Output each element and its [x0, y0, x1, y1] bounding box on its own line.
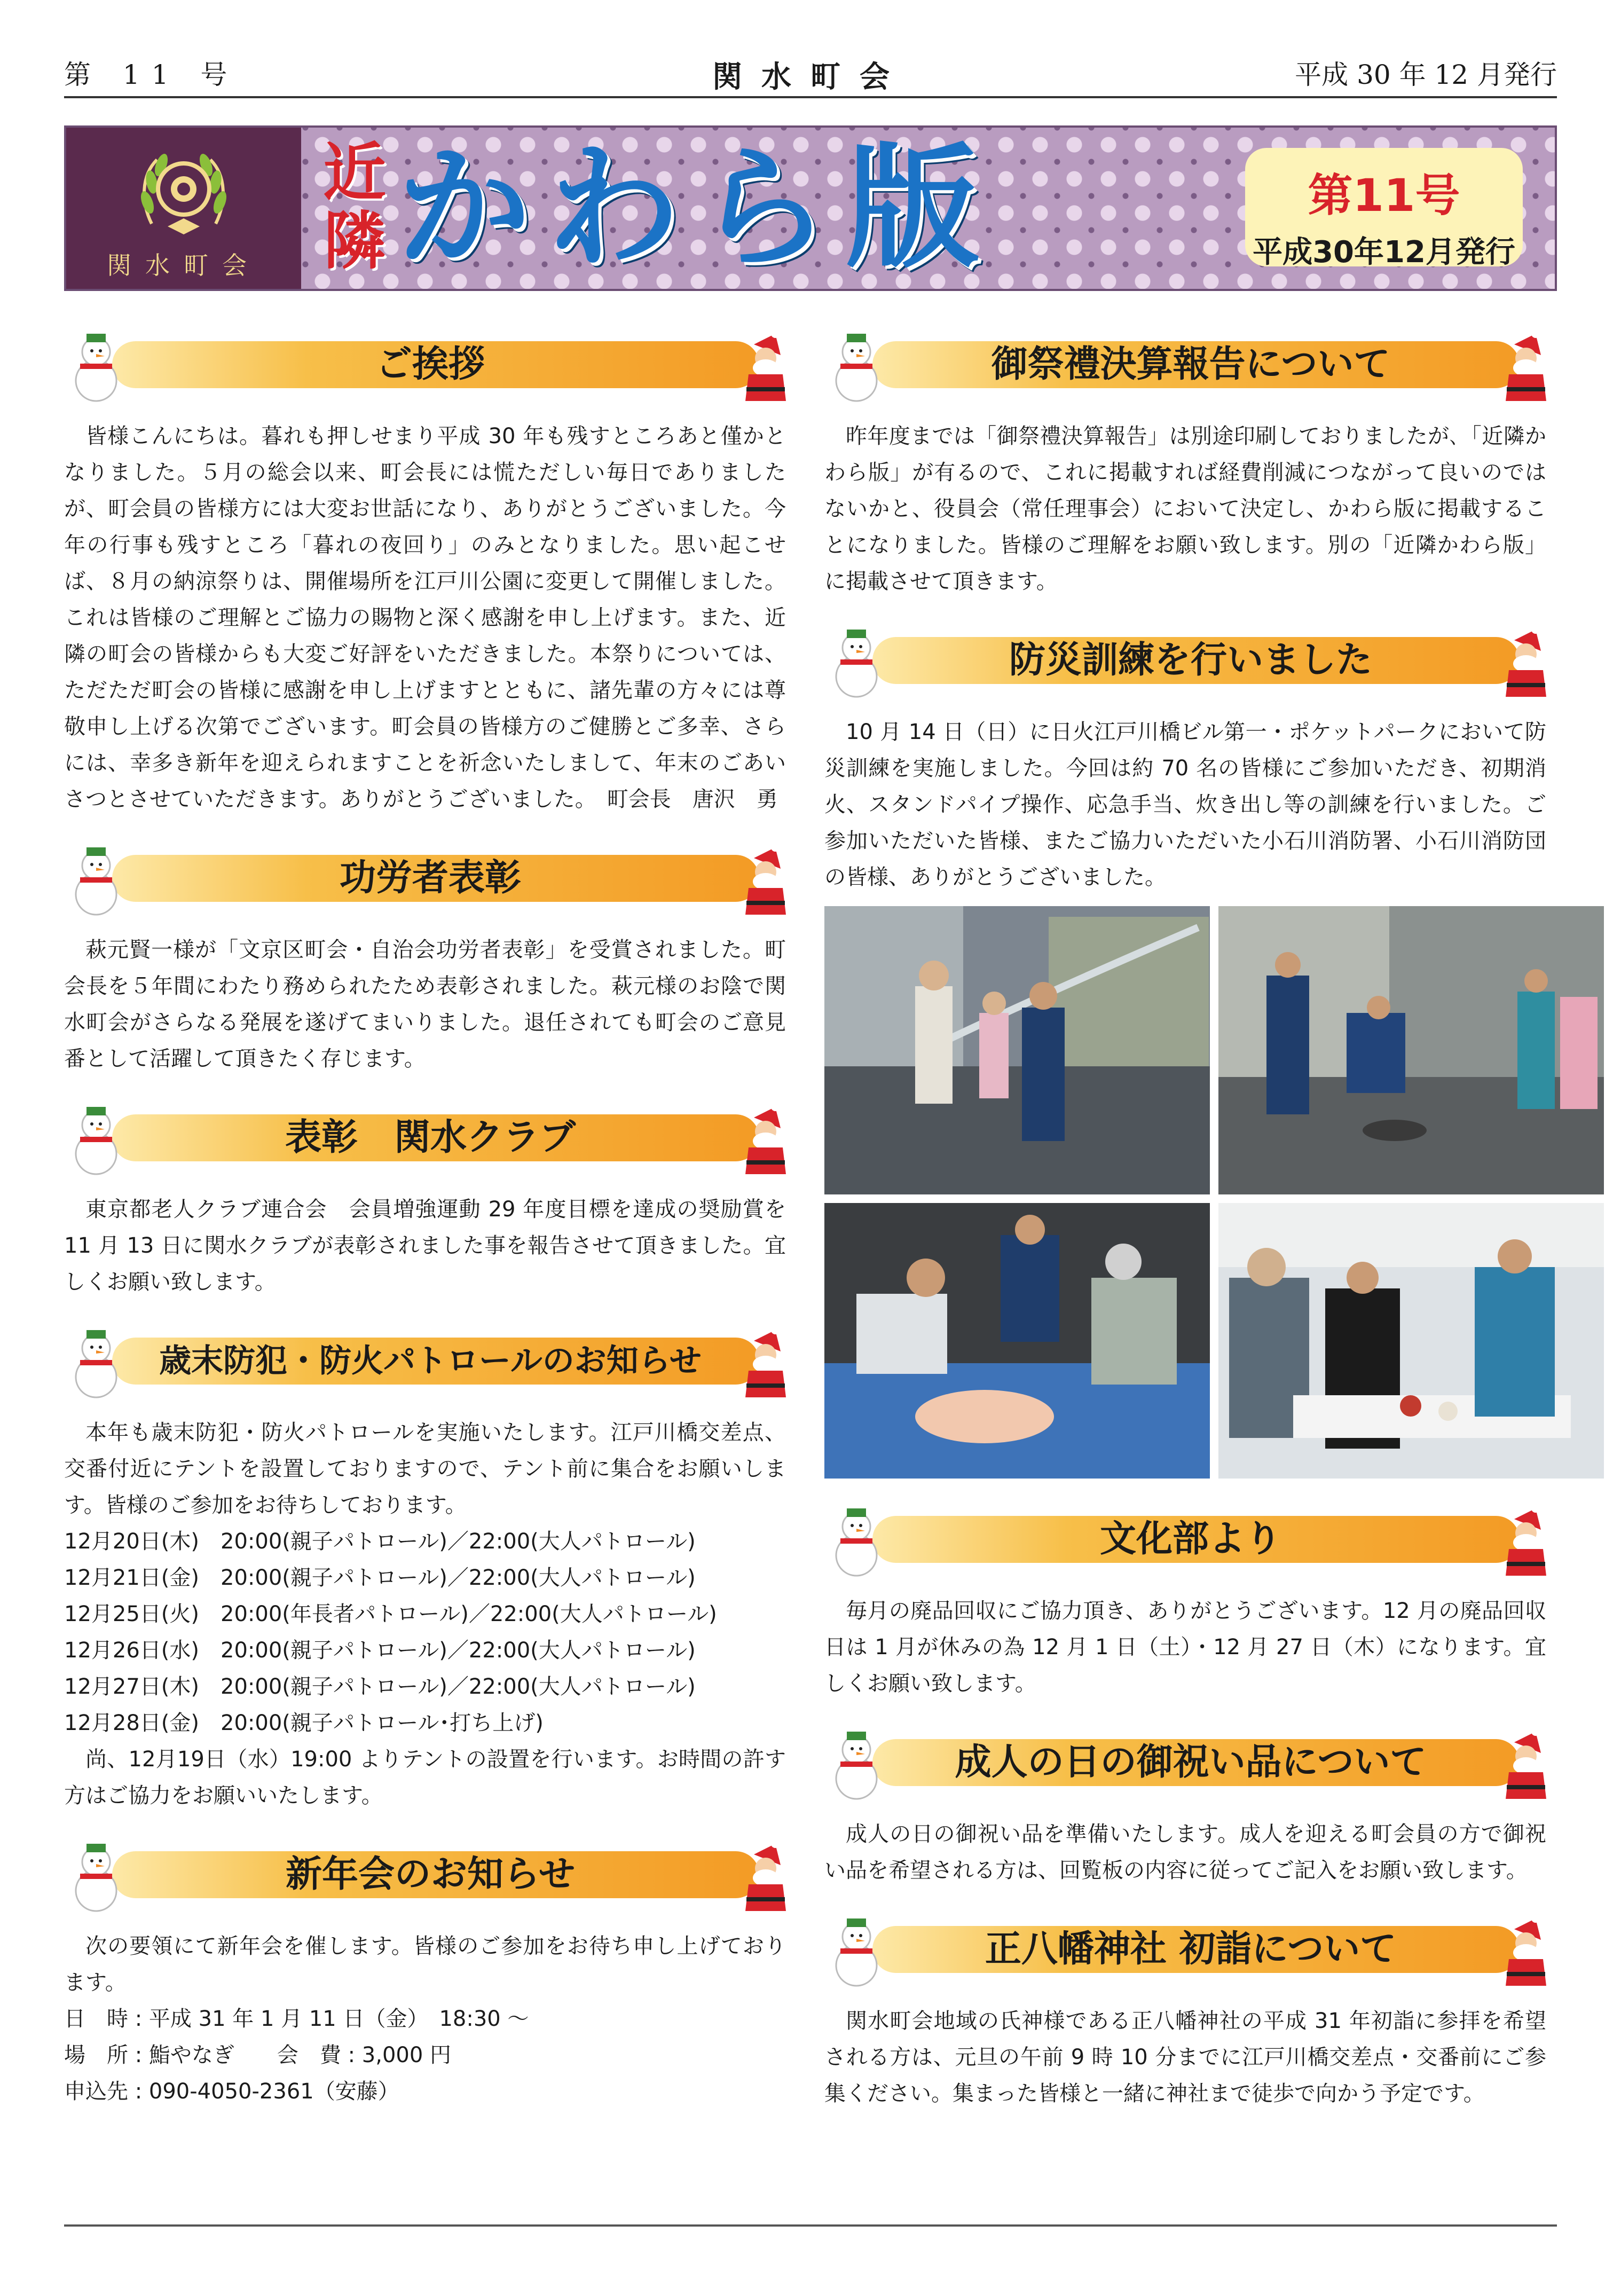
- masthead-banner: [64, 125, 1557, 291]
- santa-icon: [1493, 1498, 1557, 1578]
- drill-photos: [824, 906, 1604, 1479]
- issue-badge: [1245, 148, 1523, 270]
- patrol-intro: 本年も歳末防犯・防火パトロールを実施いたします。江戸川橋交差点、交番付近にテントを設置しておりますので、テント前に集合をお願いします。皆様のご参加をお待ちしております。: [64, 1420, 786, 1517]
- association-name: 関水町会: [712, 59, 909, 95]
- award-text: 萩元賢一様が「文京区町会・自治会功労者表彰」を受賞されました。町会長を５年間にわたり務められたため表彰されました。萩元様のお陰で関水町会がさらなる発展を遂げてまいりました。退任されても町会のご意見番として活躍して頂きたく存じます。: [64, 938, 786, 1071]
- issue-badge-date: 平成30年12月発行: [1253, 235, 1515, 270]
- banner-kinrin: 近隣: [322, 136, 386, 278]
- emblem-icon: [130, 138, 237, 245]
- snowman-icon: [64, 323, 128, 403]
- santa-icon: [733, 323, 797, 403]
- santa-icon: [1493, 1908, 1557, 1988]
- section-heading-greeting: [64, 323, 797, 403]
- schedule-item: 12月26日(水) 20:00(親子パトロール)／22:00(大人パトロール): [64, 1638, 696, 1663]
- header-rule: [64, 96, 1557, 98]
- issue-date: 平成 30 年 12 月発行: [1295, 59, 1557, 90]
- heading-title: ご挨拶: [375, 343, 485, 386]
- right-column: [824, 323, 1557, 2131]
- shrine-text: 関水町会地域の氏神様である正八幡神社の平成 31 年初詣に参拝を希望される方は、元旦の午前 9 時 10 分までに江戸川橋交差点・交番前にご参集ください。集まった皆様と一緒に神社まで徒歩で向かう予定です。: [824, 2009, 1546, 2106]
- santa-icon: [733, 1833, 797, 1913]
- logo-panel: [66, 128, 301, 289]
- section-heading-festival: [824, 323, 1557, 403]
- festival-text: 昨年度までは「御祭禮決算報告」は別途印刷しておりましたが､「近隣かわら版」が有るので、これに掲載すれば経費削減につながって良いのではないかと、役員会（常任理事会）において決定し、かわら版に掲載することになりました。皆様のご理解をお願い致します。別の「近隣かわら版」に掲載させて頂きます。: [824, 424, 1546, 594]
- snowman-icon: [64, 1319, 128, 1399]
- snowman-icon: [824, 1908, 888, 1988]
- schedule-item: 12月21日(金) 20:00(親子パトロール)／22:00(大人パトロール): [64, 1566, 696, 1590]
- footer-rule: [64, 2224, 1557, 2227]
- issue-number: 第 11 号: [64, 59, 239, 90]
- heading-title: 正八幡神社 初詣について: [985, 1928, 1397, 1970]
- santa-icon: [1493, 1721, 1557, 1801]
- heading-title: 表彰 関水クラブ: [285, 1116, 576, 1159]
- heading-title: 成人の日の御祝い品について: [955, 1741, 1427, 1783]
- santa-icon: [733, 1319, 797, 1399]
- section-heading-coming-of-age: [824, 1721, 1557, 1801]
- santa-icon: [733, 1096, 797, 1176]
- section-heading-patrol: [64, 1319, 797, 1399]
- santa-icon: [1493, 323, 1557, 403]
- schedule-item: 12月28日(金) 20:00(親子パトロール･打ち上げ): [64, 1711, 544, 1735]
- coming-of-age-text: 成人の日の御祝い品を準備いたします。成人を迎える町会員の方で御祝い品を希望される方は、回覧板の内容に従ってご記入をお願い致します。: [824, 1822, 1546, 1883]
- section-heading-newyear: [64, 1833, 797, 1913]
- heading-title: 御祭禮決算報告について: [991, 343, 1390, 386]
- newyear-contact: 申込先 : 090-4050-2361（安藤）: [64, 2079, 399, 2104]
- left-column: [64, 323, 797, 2110]
- photo-hose-drill: [824, 906, 1210, 1194]
- snowman-icon: [64, 1833, 128, 1913]
- photo-cooking-drill: [1218, 1203, 1604, 1479]
- section-heading-culture: [824, 1498, 1557, 1578]
- santa-icon: [1493, 619, 1557, 699]
- photo-standpipe-drill: [1218, 906, 1604, 1194]
- culture-text: 毎月の廃品回収にご協力頂き、ありがとうございます。12 月の廃品回収日は 1 月が休みの為 12 月 1 日（土）・12 月 27 日（木）になります。宜しくお願い致します。: [824, 1599, 1546, 1696]
- section-heading-drill: [824, 619, 1557, 699]
- schedule-item: 12月27日(木) 20:00(親子パトロール)／22:00(大人パトロール): [64, 1674, 696, 1699]
- newyear-place: 場 所 : 鮨やなぎ 会 費 : 3,000 円: [64, 2043, 452, 2067]
- banner-title: かわら版: [397, 130, 995, 286]
- heading-title: 功労者表彰: [339, 857, 521, 899]
- snowman-icon: [64, 1096, 128, 1176]
- snowman-icon: [824, 619, 888, 699]
- schedule-item: 12月25日(火) 20:00(年長者パトロール)／22:00(大人パトロール): [64, 1602, 717, 1626]
- newyear-intro: 次の要領にて新年会を催します。皆様のご参加をお待ち申し上げております。: [64, 1934, 786, 1995]
- newyear-date: 日 時 : 平成 31 年 1 月 11 日（金） 18:30 〜: [64, 2007, 529, 2031]
- logo-text: 関水町会: [107, 251, 261, 280]
- photo-first-aid-drill: [824, 1203, 1210, 1479]
- issue-badge-number: 第11号: [1308, 169, 1460, 222]
- heading-title: 歳末防犯・防火パトロールのお知らせ: [159, 1342, 702, 1380]
- section-heading-shrine: [824, 1908, 1557, 1988]
- section-heading-club: [64, 1096, 797, 1176]
- snowman-icon: [824, 1498, 888, 1578]
- greeting-text: 皆様こんにちは。暮れも押しせまり平成 30 年も残すところあと僅かとなりました。５月の総会以来、町会長には慌ただしい毎日でありましたが、町会員の皆様方には大変お世話になり、ありがとうございました。今年の行事も残すところ「暮れの夜回り」のみとなりました。思い起こせば、８月の納涼祭りは、開催場所を江戸川公園に変更して開催しました。これは皆様のご理解とご協力の賜物と深く感謝を申し上げます。また、近隣の町会の皆様からも大変ご好評をいただきました。本祭りについては、ただただ町会の皆様に感謝を申し上げますとともに、諸先輩の方々には尊敬申し上げる次第でございます。町会員の皆様方のご健勝とご多幸、さらには、幸多き新年を迎えられますことを祈念いたしまして、年末のごあいさつとさせていただきます。ありがとうございました。 町会長 唐沢 勇: [64, 424, 786, 812]
- heading-title: 文化部より: [1099, 1518, 1281, 1560]
- patrol-note: 尚、12月19日（水）19:00 よりテントの設置を行います。お時間の許す方はご協力をお願いいたします。: [64, 1747, 786, 1808]
- patrol-schedule: [64, 1523, 797, 1741]
- snowman-icon: [824, 1721, 888, 1801]
- drill-text: 10 月 14 日（日）に日火江戸川橋ビル第一・ポケットパークにおいて防災訓練を実施しました。今回は約 70 名の皆様にご参加いただき、初期消火、スタンドパイプ操作、応急手当、炊き出し等の訓練を行いました。ご参加いただいた皆様、またご協力いただいた小石川消防署、小石川消防団の皆様、ありがとうございました。: [824, 720, 1546, 890]
- schedule-item: 12月20日(木) 20:00(親子パトロール)／22:00(大人パトロール): [64, 1529, 696, 1554]
- heading-title: 新年会のお知らせ: [286, 1853, 575, 1896]
- running-header: [64, 48, 1557, 96]
- section-heading-award: [64, 837, 797, 917]
- snowman-icon: [64, 837, 128, 917]
- snowman-icon: [824, 323, 888, 403]
- heading-title: 防災訓練を行いました: [1009, 639, 1372, 681]
- santa-icon: [733, 837, 797, 917]
- club-text: 東京都老人クラブ連合会 会員増強運動 29 年度目標を達成の奨励賞を 11 月 13 日に関水クラブが表彰されました事を報告させて頂きました。宜しくお願い致します。: [64, 1197, 786, 1294]
